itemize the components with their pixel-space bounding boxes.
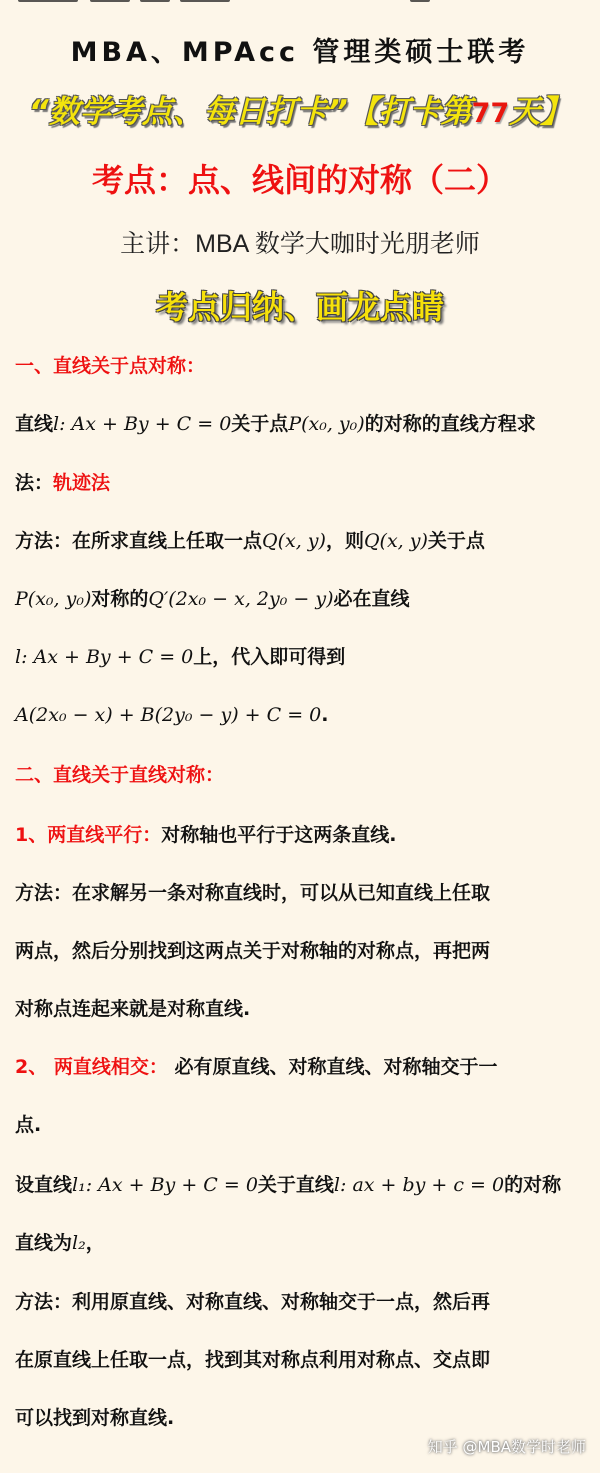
point-q: Q(x, y) [262, 530, 326, 552]
summary-banner: 考点归纳、画龙点睛 [155, 288, 444, 326]
text: 关于点 [231, 413, 289, 435]
text: 直线 [15, 413, 54, 435]
text: 法： [15, 472, 54, 494]
section1-line3 [15, 530, 590, 553]
point-p: P(x₀, y₀) [15, 588, 92, 610]
case1-heading [15, 824, 590, 847]
text: 设直线 [15, 1174, 73, 1196]
text: 关于点 [427, 530, 485, 552]
section1-line4 [15, 588, 590, 611]
line-l1-equation: l₁: Ax + By + C = 0 [72, 1174, 258, 1196]
case2-heading [15, 1056, 590, 1079]
exam-title: MBA、MPAcc 管理类硕士联考 [70, 37, 530, 68]
section1-line6 [15, 704, 590, 727]
axis-l-equation: l: ax + by + c = 0 [333, 1174, 505, 1196]
text: 必在直线 [333, 588, 410, 610]
text: 方法：在所求直线上任取一点 [15, 530, 263, 552]
case2-text: 必有原直线、对称直线、对称轴交于一 [174, 1056, 498, 1078]
case1-method-line2: 两点，然后分别找到这两点关于对称轴的对称点，再把两 [15, 940, 491, 962]
lecturer-line: 主讲：MBA 数学大咖时光朋老师 [120, 230, 480, 258]
checkin-tail: 天】 [509, 94, 572, 130]
case1-method-line3: 对称点连起来就是对称直线. [15, 998, 251, 1020]
section2-title: 二、直线关于直线对称： [15, 764, 225, 786]
case1-label: 1、两直线平行： [15, 824, 162, 846]
case2-label: 2、 两直线相交： [15, 1056, 168, 1078]
case2-method-line3: 可以找到对称直线. [15, 1407, 175, 1429]
text: ， [85, 1232, 105, 1254]
section1-title: 一、直线关于点对称： [15, 355, 206, 377]
case2-text-cont: 点. [15, 1114, 42, 1136]
checkin-main: “数学考点、每日打卡”【打卡第 [28, 94, 472, 130]
text: 对称的 [91, 588, 149, 610]
zhihu-watermark: 知乎 @MBA数学时老师 [427, 1438, 586, 1456]
cropped-top-strip [0, 0, 600, 10]
point-p: P(x₀, y₀) [288, 413, 365, 435]
case1-text: 对称轴也平行于这两条直线. [161, 824, 397, 846]
result-equation: A(2x₀ − x) + B(2y₀ − y) + C = 0 [15, 704, 322, 726]
text: . [321, 704, 329, 726]
case2-method-line1: 方法：利用原直线、对称直线、对称轴交于一点，然后再 [15, 1291, 491, 1313]
text: ，则 [325, 530, 364, 552]
case1-method-line1: 方法：在求解另一条对称直线时，可以从已知直线上任取 [15, 882, 491, 904]
line-equation: l: Ax + By + C = 0 [15, 646, 194, 668]
line-l2: l₂ [72, 1232, 86, 1254]
case2-method-line2: 在原直线上任取一点，找到其对称点利用对称点、交点即 [15, 1349, 491, 1371]
topic-title: 考点：点、线间的对称（二） [91, 161, 508, 199]
line-equation: l: Ax + By + C = 0 [53, 413, 232, 435]
point-q-prime: Q′(2x₀ − x, 2y₀ − y) [148, 588, 334, 610]
text: 直线为 [15, 1232, 73, 1254]
text: 关于直线 [257, 1174, 334, 1196]
point-q: Q(x, y) [363, 530, 428, 552]
section1-line1 [15, 413, 590, 436]
checkin-day-number: 77 [471, 98, 510, 129]
daily-checkin-banner [0, 86, 600, 131]
text: 的对称的直线方程求 [364, 413, 536, 435]
method-name: 轨迹法 [53, 472, 111, 494]
text: 的对称 [504, 1174, 562, 1196]
text: 上，代入即可得到 [193, 646, 346, 668]
case2-setup-line2 [15, 1232, 590, 1255]
case2-setup-line1 [15, 1174, 590, 1197]
section1-line2 [15, 472, 590, 495]
section1-line5 [15, 646, 590, 669]
